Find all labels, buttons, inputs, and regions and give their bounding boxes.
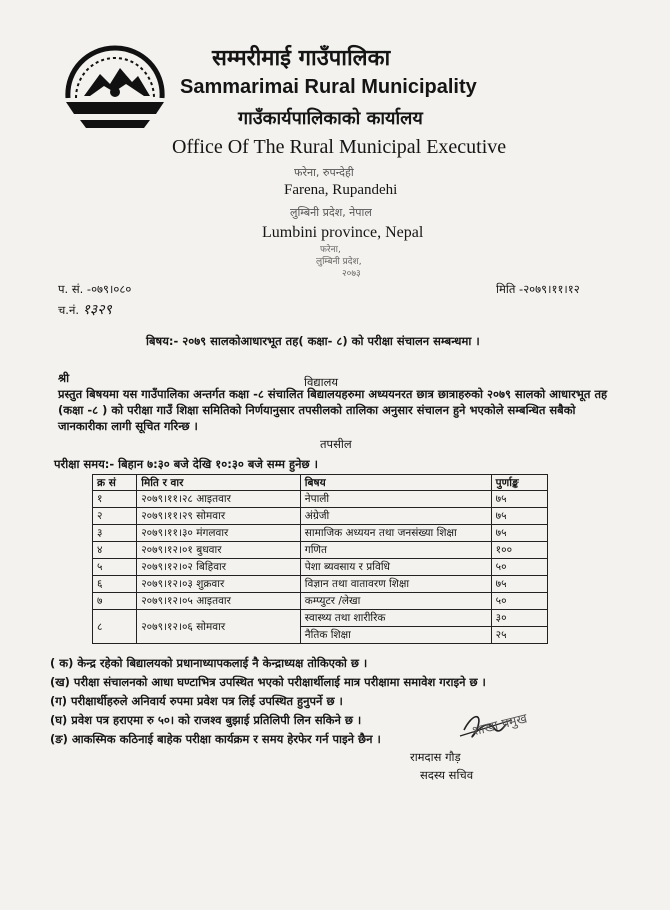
- signatory-title: सदस्य सचिव: [420, 768, 474, 782]
- subject-cell: नैतिक शिक्षा: [300, 627, 491, 644]
- signatory-name: रामदास गौड़: [410, 750, 461, 764]
- office-name-nepali: गाउँकार्यपालिकाको कार्यालय: [238, 108, 423, 129]
- municipality-name-english: Sammarimai Rural Municipality: [180, 76, 477, 98]
- serial-cell: ४: [93, 542, 137, 559]
- office-stamp: शाखा प्रमुख: [470, 711, 529, 740]
- list-item: (ख) परीक्षा संचालनको आधा घण्टाभित्र उपस्थित भएको परीक्षार्थीलाई मात्र परीक्षामा समावेश गराइने छ ।: [50, 675, 486, 689]
- serial-cell: ८: [93, 610, 137, 644]
- table-row: [93, 542, 548, 559]
- address-line-1: Farena, Rupandehi: [284, 182, 398, 198]
- serial-cell: १: [93, 491, 137, 508]
- marks-cell: ७५: [491, 576, 547, 593]
- address-stamp-nepali: फरेना, रुपन्देही: [294, 166, 354, 179]
- list-item: (घ) प्रवेश पत्र हराएमा रु ५०। को राजश्व बुझाई प्रतिलिपी लिन सकिने छ ।: [50, 713, 362, 727]
- body-paragraph: प्रस्तुत बिषयमा यस गाउँपालिका अन्तर्गत कक्षा -८ संचालित बिद्यालयहरुमा अध्ययनरत छात्र छात्राहरुको २०७९ सालको आधारभूत तह (कक्षा -८ ) को परीक्षा गाउँ शिक्षा समितिको निर्णयानुसार तपसीलको तालिका अनुसार संचालन हुने भएकोले सम्बन्धित सबैको जानकारीका लागी सूचित गरिन्छ ।: [58, 387, 608, 433]
- salutation: श्री: [58, 371, 70, 385]
- exam-time: परीक्षा समय:- बिहान ७:३० बजे देखि १०:३० बजे सम्म हुनेछ ।: [54, 457, 318, 471]
- dispatch-value: १३२९: [82, 302, 112, 318]
- marks-cell: ७५: [491, 491, 547, 508]
- subject-cell: कम्प्युटर /लेखा: [300, 593, 491, 610]
- municipality-name-nepali: सम्मरीमाई गाउँपालिका: [212, 46, 391, 71]
- letter-reference-number: प. सं. -०७९।०८०: [58, 282, 132, 296]
- table-row: [93, 576, 548, 593]
- letter-subject: बिषय:- २०७९ सालकोआधारभूत तह( कक्षा- ८) को परीक्षा संचालन सम्बन्धमा ।: [146, 334, 480, 348]
- subject-cell: पेशा ब्यवसाय र प्रविधि: [300, 559, 491, 576]
- date-cell: २०७९।११।२९ सोमवार: [137, 508, 301, 525]
- letter-date: मिति -२०७९।११।१२: [496, 282, 580, 296]
- date-cell: २०७९।१२।०६ सोमवार: [137, 610, 301, 644]
- dispatch-number: [58, 300, 112, 319]
- exam-schedule-table: [92, 474, 548, 644]
- table-row: [93, 593, 548, 610]
- date-cell: २०७९।११।३० मंगलवार: [137, 525, 301, 542]
- list-item: (ग) परीक्षार्थीहरुले अनिवार्य रुपमा प्रवेश पत्र लिई उपस्थित हुनुपर्ने छ ।: [50, 694, 343, 708]
- table-header-row: [93, 475, 548, 491]
- subject-cell: स्वास्थ्य तथा शारीरिक: [300, 610, 491, 627]
- subject-cell: गणित: [300, 542, 491, 559]
- subject-cell: नेपाली: [300, 491, 491, 508]
- marks-cell: ५०: [491, 593, 547, 610]
- serial-cell: ५: [93, 559, 137, 576]
- subject-cell: अंग्रेजी: [300, 508, 491, 525]
- marks-cell: ७५: [491, 508, 547, 525]
- serial-cell: ७: [93, 593, 137, 610]
- subject-cell: सामाजिक अध्ययन तथा जनसंख्या शिक्षा: [300, 525, 491, 542]
- list-item: (ङ) आकस्मिक कठिनाई बाहेक परीक्षा कार्यक्रम र समय हेरफेर गर्न पाइने छैन ।: [50, 732, 381, 746]
- marks-cell: १००: [491, 542, 547, 559]
- marks-cell: ३०: [491, 610, 547, 627]
- table-row: [93, 559, 548, 576]
- recipient: विद्यालय: [304, 375, 339, 389]
- date-cell: २०७९।१२।०२ बिहिवार: [137, 559, 301, 576]
- date-cell: २०७९।१२।०३ शुक्रवार: [137, 576, 301, 593]
- list-item: ( क) केन्द्र रहेको बिद्यालयको प्रधानाध्यापकलाई नै केन्द्राध्यक्ष तोकिएको छ ।: [50, 656, 368, 670]
- stamp-line: लुम्बिनी प्रदेश,: [316, 257, 362, 267]
- stamp-line: २०७३: [342, 269, 361, 279]
- marks-cell: ५०: [491, 559, 547, 576]
- serial-cell: २: [93, 508, 137, 525]
- municipality-logo: [60, 40, 170, 132]
- header-serial: क्र सं: [93, 475, 137, 491]
- date-cell: २०७९।१२।०१ बुधवार: [137, 542, 301, 559]
- serial-cell: ६: [93, 576, 137, 593]
- office-name-english: Office Of The Rural Municipal Executive: [172, 136, 507, 158]
- table-row: [93, 508, 548, 525]
- header-full-marks: पुर्णाङ्क: [491, 475, 547, 491]
- date-cell: २०७९।११।२८ आइतवार: [137, 491, 301, 508]
- marks-cell: २५: [491, 627, 547, 644]
- province-stamp-nepali: लुम्बिनी प्रदेश, नेपाल: [290, 206, 372, 219]
- subject-cell: विज्ञान तथा वातावरण शिक्षा: [300, 576, 491, 593]
- table-row: [93, 610, 548, 627]
- details-heading: तपसील: [320, 437, 352, 451]
- header-subject: बिषय: [300, 475, 491, 491]
- stamp-line: फरेना,: [320, 245, 341, 255]
- serial-cell: ३: [93, 525, 137, 542]
- table-row: [93, 491, 548, 508]
- marks-cell: ७५: [491, 525, 547, 542]
- dispatch-label: च.नं.: [58, 303, 79, 317]
- date-cell: २०७९।१२।०५ आइतवार: [137, 593, 301, 610]
- address-line-2: Lumbini province, Nepal: [262, 224, 424, 241]
- table-row: [93, 525, 548, 542]
- header-date-day: मिति र वार: [137, 475, 301, 491]
